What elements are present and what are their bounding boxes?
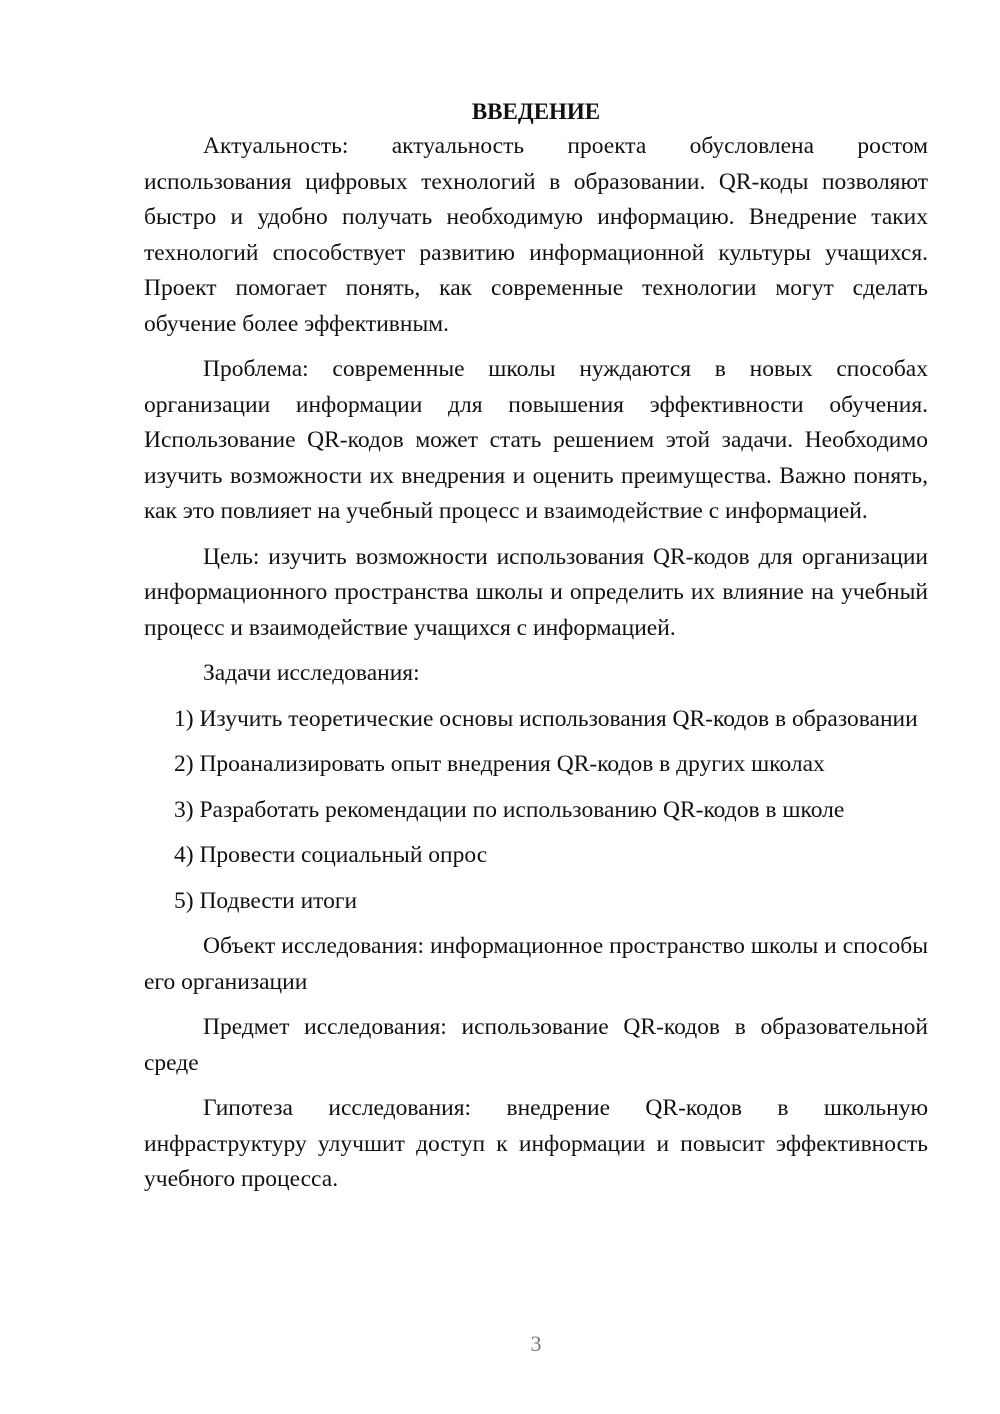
paragraph-object: Объект исследования: информационное пространство школы и способы его организации	[144, 933, 928, 995]
page-content	[144, 94, 928, 1208]
paragraph-hypothesis: Гипотеза исследования: внедрение QR-кодов в школьную инфраструктуру улучшит доступ к информации и повысит эффективность учебного процесса.	[144, 1095, 928, 1192]
paragraph-relevance: Актуальность: актуальность проекта обусловлена ростом использования цифровых технологий в образовании. QR-коды позволяют быстро и удобно получать необходимую информацию. Внедрение таких технологий способствует развитию информационной культуры учащихся. Проект помогает понять, как современные технологии могут сделать обучение более эффективным.	[144, 133, 928, 337]
task-item-5: 5) Подвести итоги	[174, 887, 358, 914]
task-item-4: 4) Провести социальный опрос	[174, 842, 488, 868]
paragraph-subject: Предмет исследования: использование QR-кодов в образовательной среде	[144, 1014, 928, 1076]
page-number: 3	[530, 1331, 542, 1356]
page-title: ВВЕДЕНИЕ	[471, 99, 601, 124]
paragraph-problem: Проблема: современные школы нуждаются в новых способах организации информации для повышения эффективности обучения. Использование QR-кодов может стать решением этой задачи. Необходимо изучить возможности их внедрения и оценить преимущества. Важно понять, как это повлияет на учебный процесс и взаимодействие с информацией.	[144, 356, 928, 524]
tasks-heading: Задачи исследования:	[203, 660, 420, 686]
task-item-3: 3) Разработать рекомендации по использованию QR-кодов в школе	[174, 796, 845, 823]
task-item-2: 2) Проанализировать опыт внедрения QR-кодов в других школах	[174, 751, 825, 777]
paragraph-goal: Цель: изучить возможности использования QR-кодов для организации информационного пространства школы и определить их влияние на учебный процесс и взаимодействие учащихся с информацией.	[144, 543, 928, 641]
task-item-1: 1) Изучить теоретические основы использования QR-кодов в образовании	[174, 705, 918, 732]
